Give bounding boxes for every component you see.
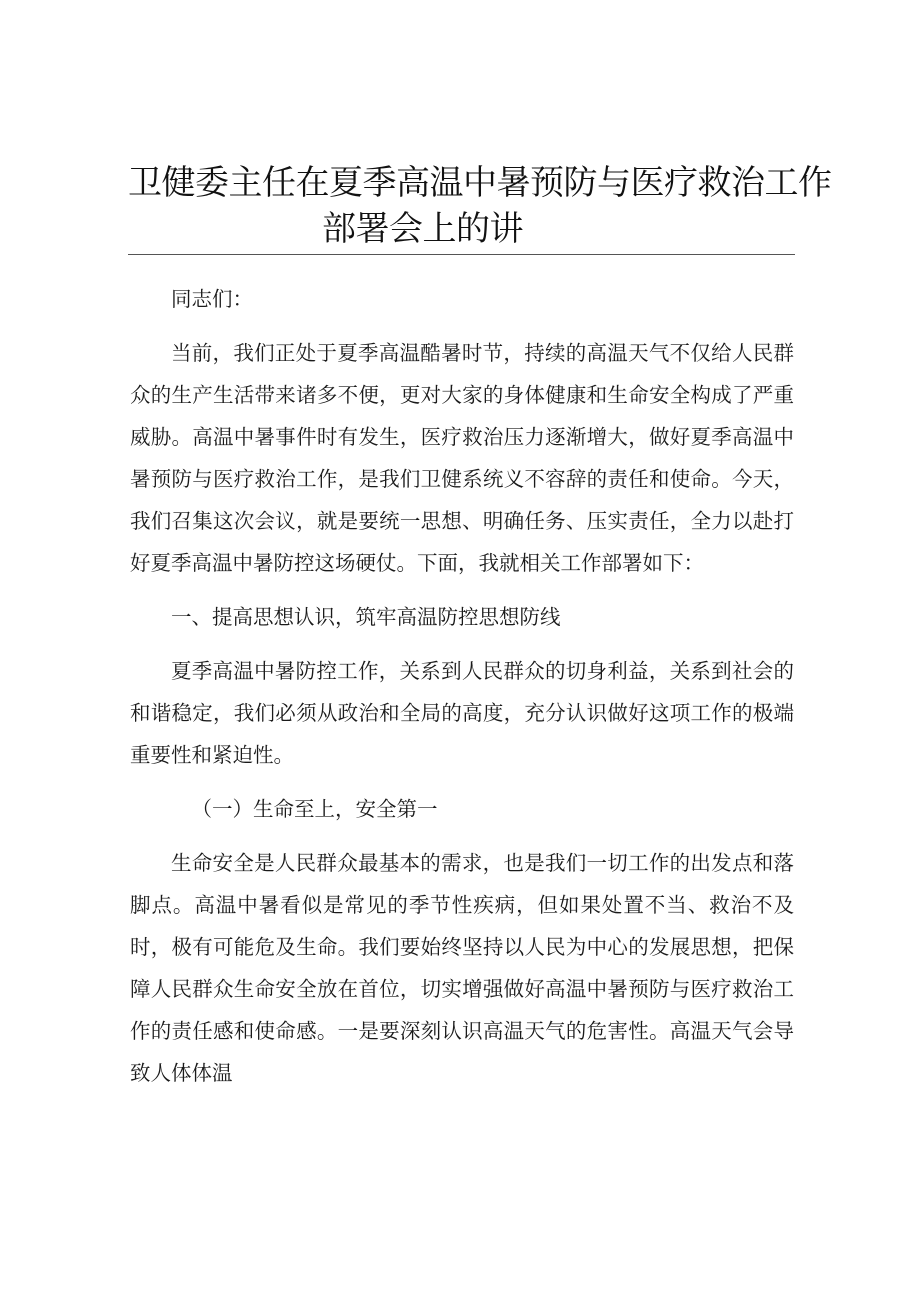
paragraph-sub-1: 生命安全是人民群众最基本的需求，也是我们一切工作的出发点和落脚点。高温中暑看似是常见的季节性疾病，但如果处置不当、救治不及时，极有可能危及生命。我们要始终坚持以人民为中心的发展思想，把保障人民群众生命安全放在首位，切实增强做好高温中暑预防与医疗救治工作的责任感和使命感。一是要深刻认识高温天气的危害性。高温天气会导致人体体温 [130, 851, 794, 1085]
title-line-2: 部署会上的讲 [322, 209, 523, 249]
salutation: 同志们： [171, 287, 253, 311]
document-body [130, 278, 794, 1094]
section-heading-1: 一、提高思想认识，筑牢高温防控思想防线 [171, 605, 561, 629]
sub-heading-1: （一）生命至上，安全第一 [191, 797, 438, 821]
paragraph-section-1: 夏季高温中暑防控工作，关系到人民群众的切身利益，关系到社会的和谐稳定，我们必须从政治和全局的高度，充分认识做好这项工作的极端重要性和紧迫性。 [130, 659, 794, 767]
document-title [128, 160, 832, 255]
title-line-1: 卫健委主任在夏季高温中暑预防与医疗救治工作 [128, 163, 832, 203]
paragraph-intro: 当前，我们正处于夏季高温酷暑时节，持续的高温天气不仅给人民群众的生产生活带来诸多不便，更对大家的身体健康和生命安全构成了严重威胁。高温中暑事件时有发生，医疗救治压力逐渐增大，做好夏季高温中暑预防与医疗救治工作，是我们卫健系统义不容辞的责任和使命。今天，我们召集这次会议，就是要统一思想、明确任务、压实责任，全力以赴打好夏季高温中暑防控这场硬仗。下面，我就相关工作部署如下： [130, 341, 794, 575]
